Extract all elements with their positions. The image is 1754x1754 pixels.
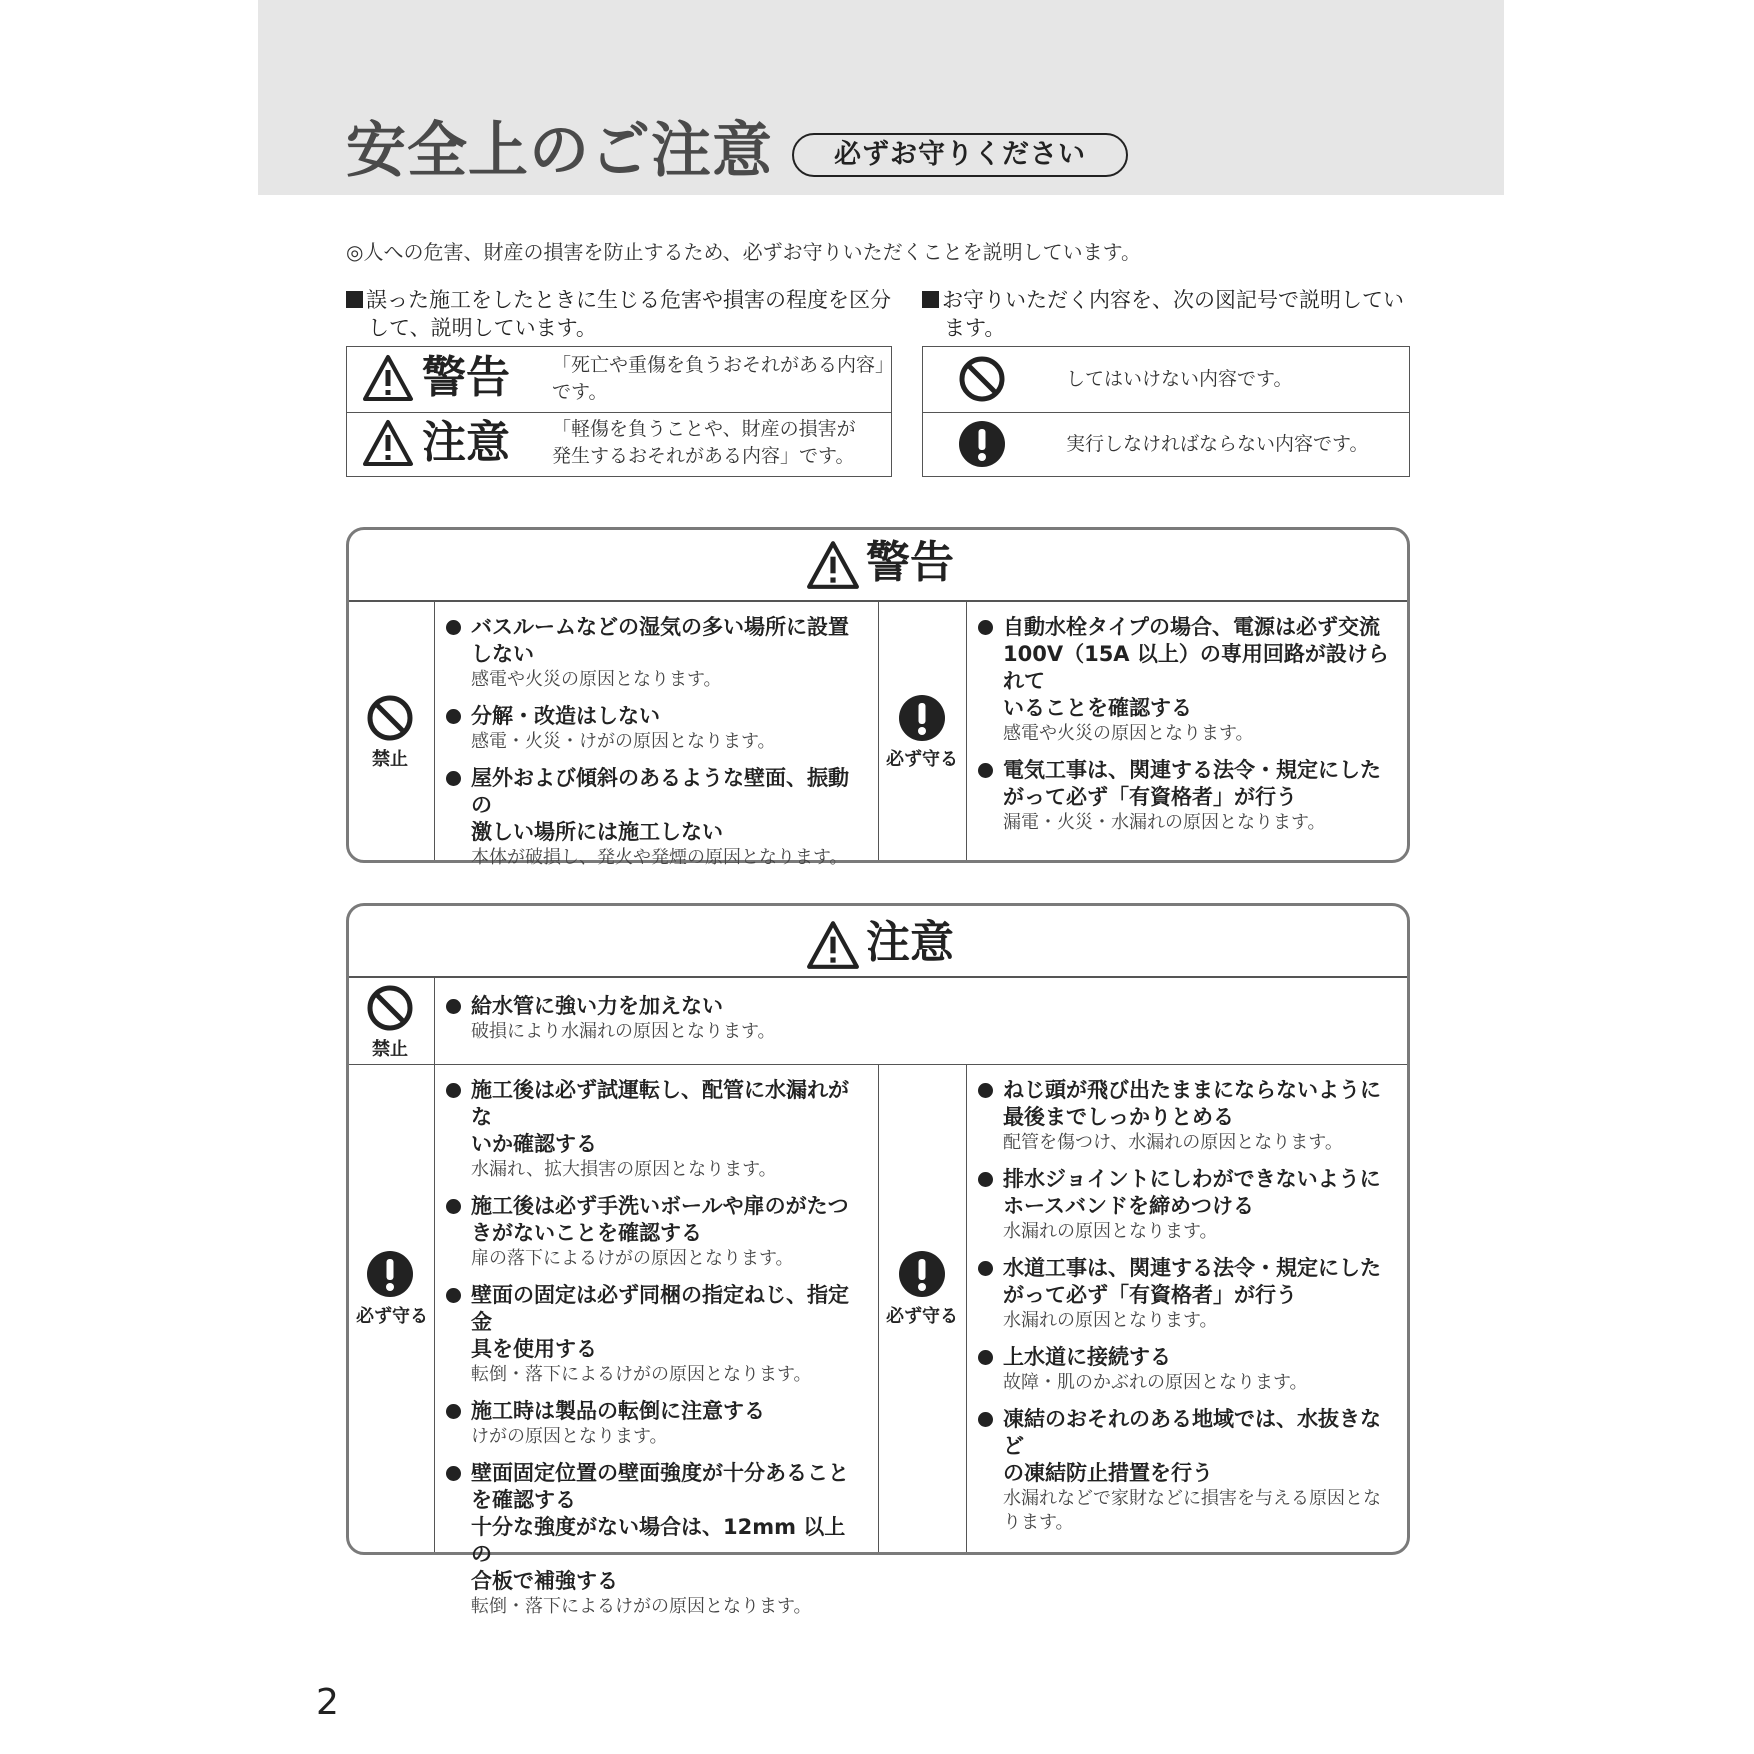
symbol-label-prohibited: 禁止 [372, 1039, 408, 1060]
mandatory-icon [958, 420, 1006, 472]
page-number: 2 [316, 1682, 339, 1723]
warning-triangle-icon [806, 540, 860, 594]
caution-top-item [446, 993, 1346, 1055]
list-item: 水道工事は、関連する法令・規定にした がって必ず「有資格者」が行う 水漏れの原因となります。 [978, 1255, 1398, 1333]
title-badge: 必ずお守りください [792, 133, 1128, 177]
list-item: 分解・改造はしない 感電・火災・けがの原因となります。 [446, 703, 866, 754]
prohibition-icon [958, 355, 1006, 407]
list-item: 凍結のおそれのある地域では、水抜きなど の凍結防止措置を行う 水漏れなどで家財などに損害を与える原因とな ります。 [978, 1406, 1398, 1535]
list-item: 施工時は製品の転倒に注意する けがの原因となります。 [446, 1398, 866, 1449]
caution-left-items [446, 1077, 866, 1630]
warning-panel-title: 警告 [866, 537, 954, 588]
list-item: 壁面固定位置の壁面強度が十分あること を確認する 十分な強度がない場合は、12mm 以上の 合板で補強する 転倒・落下によるけがの原因となります。 [446, 1460, 866, 1619]
caution-triangle-icon [806, 920, 860, 974]
symbol-label-mandatory: 必ず守る [356, 1306, 428, 1327]
list-item: ねじ頭が飛び出たままにならないように 最後までしっかりとめる 配管を傷つけ、水漏れの原因となります。 [978, 1077, 1398, 1155]
caution-triangle-icon [362, 419, 414, 471]
legend-right-heading-line2: ます。 [944, 316, 1006, 340]
list-item: 上水道に接続する 故障・肌のかぶれの原因となります。 [978, 1344, 1398, 1395]
list-item: 屋外および傾斜のあるような壁面、振動の 激しい場所には施工しない 本体が破損し、発火や発煙の原因となります。 [446, 765, 866, 870]
list-item: 排水ジョイントにしわができないように ホースバンドを締めつける 水漏れの原因となります。 [978, 1166, 1398, 1244]
mandatory-icon [898, 694, 946, 746]
symbol-label-mandatory: 必ず守る [886, 1306, 958, 1327]
mandatory-icon [366, 1250, 414, 1302]
legend-word-warning: 警告 [422, 352, 510, 403]
prohibition-icon [366, 694, 414, 746]
legend-desc-warning: 「死亡や重傷を負うおそれがある内容」 です。 [552, 354, 895, 403]
list-item: バスルームなどの湿気の多い場所に設置 しない 感電や火災の原因となります。 [446, 614, 866, 692]
legend-desc-prohibition: してはいけない内容です。 [1066, 368, 1293, 390]
symbol-label-mandatory: 必ず守る [886, 749, 958, 770]
symbol-label-prohibited: 禁止 [372, 749, 408, 770]
legend-left-heading [346, 286, 906, 342]
divider [346, 412, 892, 413]
caution-right-items [978, 1077, 1398, 1546]
page-title: 安全上のご注意 [346, 116, 773, 186]
divider [878, 601, 879, 860]
divider [349, 976, 1407, 978]
legend-left-heading-line1: 誤った施工をしたときに生じる危害や損害の程度を区分 [366, 288, 891, 312]
divider [922, 412, 1410, 413]
warning-left-items [446, 614, 866, 881]
divider [878, 1065, 879, 1552]
divider [434, 601, 435, 860]
mandatory-icon [898, 1250, 946, 1302]
divider [966, 601, 967, 860]
list-item: 自動水栓タイプの場合、電源は必ず交流 100V（15A 以上）の専用回路が設けられて いることを確認する 感電や火災の原因となります。 [978, 614, 1398, 746]
list-item: 壁面の固定は必ず同梱の指定ねじ、指定金 具を使用する 転倒・落下によるけがの原因となります。 [446, 1282, 866, 1387]
intro-text: ◎人への危害、財産の損害を防止するため、必ずお守りいただくことを説明しています。 [346, 240, 1142, 264]
warning-right-items [978, 614, 1398, 846]
warning-triangle-icon [362, 354, 414, 406]
list-item: 電気工事は、関連する法令・規定にした がって必ず「有資格者」が行う 漏電・火災・水漏れの原因となります。 [978, 757, 1398, 835]
legend-word-caution: 注意 [422, 417, 510, 468]
legend-left-heading-line2: して、説明しています。 [368, 316, 597, 340]
legend-right-heading-line1: お守りいただく内容を、次の図記号で説明してい [942, 288, 1404, 312]
list-item: 施工後は必ず試運転し、配管に水漏れがな いか確認する 水漏れ、拡大損害の原因となります。 [446, 1077, 866, 1182]
prohibition-icon [366, 984, 414, 1036]
list-item: 給水管に強い力を加えない 破損により水漏れの原因となります。 [446, 993, 1346, 1044]
divider [966, 1065, 967, 1552]
legend-right-heading [922, 286, 1442, 342]
legend-desc-mandatory: 実行しなければならない内容です。 [1066, 433, 1369, 455]
list-item: 施工後は必ず手洗いボールや扉のがたつ きがないことを確認する 扉の落下によるけがの原因となります。 [446, 1193, 866, 1271]
caution-panel-title: 注意 [866, 917, 954, 968]
legend-desc-caution: 「軽傷を負うことや、財産の損害が 発生するおそれがある内容」です。 [552, 418, 856, 467]
